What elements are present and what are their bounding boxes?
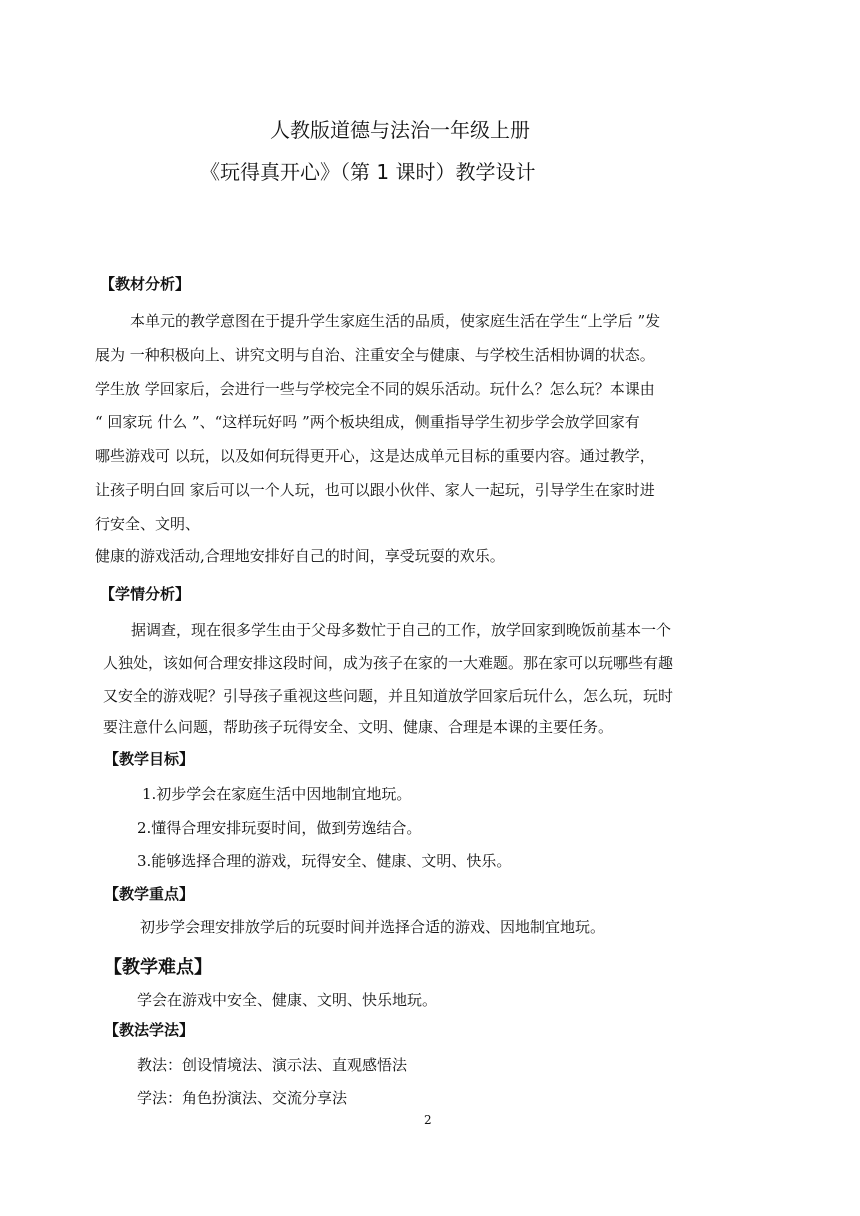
learners-line: 又安全的游戏呢？引导孩子重视这些问题，并且知道放学回家后玩什么，怎么玩，玩时 [103, 687, 674, 705]
materials-heading: 【教材分析】 [100, 275, 191, 293]
learners-line: 人独处，该如何合理安排这段时间，成为孩子在家的一大难题。那在家可以玩哪些有趣 [103, 654, 674, 672]
materials-line: 健康的游戏活动,合理地安排好自己的时间，享受玩耍的欢乐。 [95, 547, 505, 565]
methods-heading: 【教法学法】 [104, 1021, 195, 1039]
goal-item: 2.懂得合理安排玩耍时间，做到劳逸结合。 [137, 819, 422, 837]
document-title-line-1: 人教版道德与法治一年级上册 [270, 118, 530, 142]
difficulties-heading: 【教学难点】 [104, 957, 212, 978]
learners-line: 要注意什么问题，帮助孩子玩得安全、文明、健康、合理是本课的主要任务。 [103, 718, 614, 736]
page-number: 2 [424, 1113, 432, 1127]
goal-item: 1.初步学会在家庭生活中因地制宜地玩。 [142, 785, 412, 803]
materials-line: 哪些游戏可 以玩，以及如何玩得更开心，这是达成单元目标的重要内容。通过教学， [95, 447, 655, 465]
learners-line: 据调查，现在很多学生由于父母多数忙于自己的工作，放学回家到晚饭前基本一个 [131, 621, 672, 639]
difficulties-text: 学会在游戏中安全、健康、文明、快乐地玩。 [137, 991, 438, 1009]
goal-item: 3.能够选择合理的游戏，玩得安全、健康、文明、快乐。 [137, 852, 512, 870]
learning-methods-text: 学法：角色扮演法、交流分享法 [137, 1089, 348, 1107]
key-points-heading: 【教学重点】 [104, 885, 195, 903]
materials-line: 本单元的教学意图在于提升学生家庭生活的品质，使家庭生活在学生“上学后 ”发 [130, 312, 661, 330]
materials-line: 行安全、文明、 [95, 515, 201, 533]
teaching-methods-text: 教法：创设情境法、演示法、直观感悟法 [137, 1056, 408, 1074]
materials-line: 展为 一种积极向上、讲究文明与自治、注重安全与健康、与学校生活相协调的状态。 [95, 346, 655, 364]
goals-heading: 【教学目标】 [104, 750, 195, 768]
materials-line: 学生放 学回家后，会进行一些与学校完全不同的娱乐活动。玩什么？怎么玩？本课由 [95, 380, 655, 398]
key-points-text: 初步学会理安排放学后的玩耍时间并选择合适的游戏、因地制宜地玩。 [140, 918, 606, 936]
materials-line: 让孩子明白回 家后可以一个人玩，也可以跟小伙伴、家人一起玩，引导学生在家时进 [95, 481, 655, 499]
document-title-line-2: 《玩得真开心》（第 1 课时）教学设计 [200, 160, 536, 184]
materials-line: “ 回家玩 什么 ”、“这样玩好吗 ”两个板块组成，侧重指导学生初步学会放学回家有 [95, 413, 640, 431]
learners-heading: 【学情分析】 [100, 585, 191, 603]
